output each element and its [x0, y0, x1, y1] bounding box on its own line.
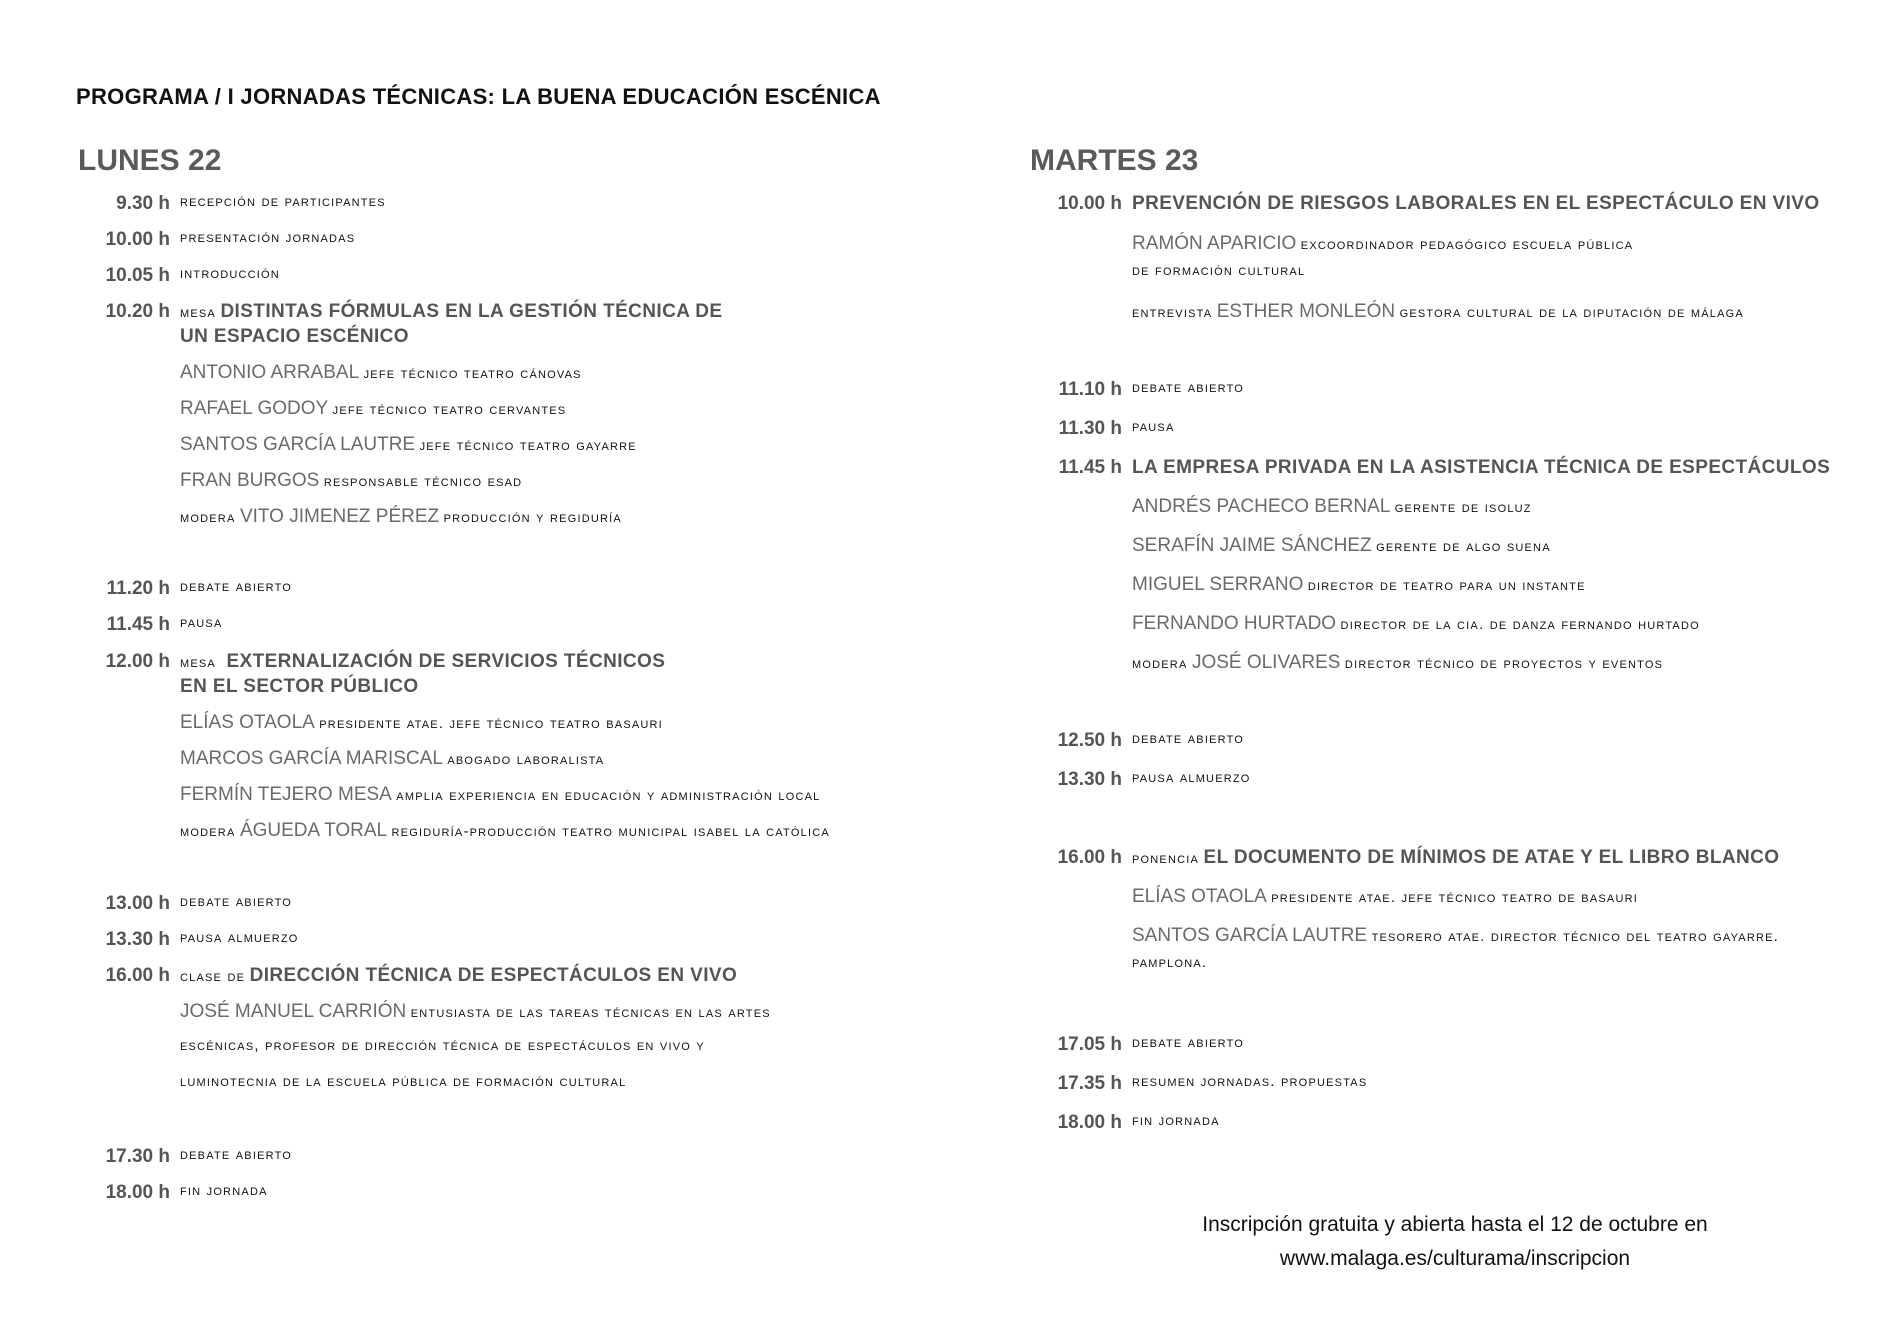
speaker-name: ÁGUEDA TORAL	[239, 820, 388, 841]
speaker-role: director de la cia. de danza fernando hurtado	[1340, 616, 1700, 633]
interviewer-label: entrevista	[1132, 304, 1213, 321]
speaker-name: SANTOS GARCÍA LAUTRE	[180, 434, 416, 455]
time-label: 11.30 h	[1058, 418, 1122, 439]
time-label: 12.50 h	[1057, 730, 1122, 751]
activity-label: introducción	[180, 265, 280, 282]
session-title: PREVENCIÓN DE RIESGOS LABORALES EN EL ESPECTÁCULO EN VIVO	[1132, 193, 1820, 214]
activity-label: debate abierto	[1132, 379, 1245, 396]
speaker-name: FERMÍN TEJERO MESA	[180, 784, 392, 805]
speaker-name: ESTHER MONLEÓN	[1216, 301, 1396, 322]
speaker-name: ELÍAS OTAOLA	[180, 712, 315, 733]
speaker-role: amplia experiencia en educación y administración local	[396, 787, 821, 804]
speaker-name: RAFAEL GODOY	[180, 398, 329, 419]
moderator-label: modera	[1132, 655, 1188, 672]
activity-label: debate abierto	[180, 1146, 293, 1163]
session-title: LA EMPRESA PRIVADA EN LA ASISTENCIA TÉCNICA DE ESPECTÁCULOS	[1132, 457, 1831, 478]
time-label: 10.00 h	[1057, 193, 1122, 214]
session-title-continued: UN ESPACIO ESCÉNICO	[180, 326, 409, 347]
activity-label: resumen jornadas. propuestas	[1132, 1073, 1368, 1090]
speaker-name: MIGUEL SERRANO	[1132, 574, 1304, 595]
registration-text: Inscripción gratuita y abierta hasta el 12 de octubre en	[1202, 1213, 1708, 1236]
activity-label: pausa	[1132, 418, 1175, 435]
speaker-role: entusiasta de las tareas técnicas en las artes	[410, 1004, 771, 1021]
time-label: 11.45 h	[1058, 457, 1122, 478]
speaker-name: VITO JIMENEZ PÉREZ	[239, 506, 440, 527]
session-title: DIRECCIÓN TÉCNICA DE ESPECTÁCULOS EN VIVO	[249, 965, 738, 986]
speaker-role: gestora cultural de la diputación de málaga	[1399, 304, 1744, 321]
session-title: EL DOCUMENTO DE MÍNIMOS DE ATAE Y EL LIBRO BLANCO	[1203, 847, 1780, 868]
speaker-name: FRAN BURGOS	[180, 470, 320, 491]
session-title-continued: EN EL SECTOR PÚBLICO	[180, 676, 419, 697]
session-title: DISTINTAS FÓRMULAS EN LA GESTIÓN TÉCNICA DE	[220, 301, 723, 322]
speaker-name: ANTONIO ARRABAL	[180, 362, 360, 383]
time-label: 16.00 h	[105, 965, 170, 986]
speaker-name: SERAFÍN JAIME SÁNCHEZ	[1132, 535, 1372, 556]
speaker-role: jefe técnico teatro gayarre	[419, 437, 637, 454]
speaker-name: FERNANDO HURTADO	[1132, 613, 1337, 634]
speaker-role: excoordinador pedagógico escuela pública	[1300, 236, 1634, 253]
speaker-role: director de teatro para un instante	[1307, 577, 1586, 594]
speaker-name: JOSÉ MANUEL CARRIÓN	[180, 1001, 407, 1022]
speaker-name: MARCOS GARCÍA MARISCAL	[180, 748, 443, 769]
day-title-martes: MARTES 23	[1030, 144, 1199, 177]
time-label: 11.10 h	[1058, 379, 1122, 400]
speaker-name: JOSÉ OLIVARES	[1191, 652, 1341, 673]
speaker-role-continued: luminotecnia de la escuela pública de formación cultural	[180, 1073, 627, 1090]
moderator-label: modera	[180, 509, 236, 526]
speaker-role: producción y regiduría	[443, 509, 622, 526]
activity-label: fin jornada	[180, 1182, 268, 1199]
speaker-role-continued: escénicas, profesor de dirección técnica de espectáculos en vivo y	[180, 1037, 705, 1054]
moderator-label: modera	[180, 823, 236, 840]
page-title: PROGRAMA / I JORNADAS TÉCNICAS: LA BUENA EDUCACIÓN ESCÉNICA	[76, 84, 881, 109]
time-label: 17.05 h	[1057, 1034, 1122, 1055]
time-label: 17.30 h	[105, 1146, 170, 1167]
activity-label: fin jornada	[1132, 1112, 1220, 1129]
speaker-name: SANTOS GARCÍA LAUTRE	[1132, 925, 1368, 946]
activity-label: pausa	[180, 614, 223, 631]
activity-label: presentación jornadas	[180, 229, 356, 246]
day-title-lunes: LUNES 22	[78, 144, 222, 177]
time-label: 13.30 h	[105, 929, 170, 950]
activity-label: recepción de participantes	[180, 193, 386, 210]
activity-label: mesa	[180, 654, 216, 671]
activity-label: debate abierto	[1132, 730, 1245, 747]
speaker-role: presidente atae. jefe técnico teatro de basauri	[1271, 889, 1638, 906]
speaker-role-continued: de formación cultural	[1132, 262, 1306, 279]
speaker-name: RAMÓN APARICIO	[1132, 233, 1297, 254]
speaker-role-continued: pamplona.	[1132, 954, 1208, 971]
activity-label: pausa almuerzo	[180, 929, 299, 946]
activity-label: debate abierto	[180, 893, 293, 910]
time-label: 10.20 h	[105, 301, 170, 322]
time-label: 10.05 h	[105, 265, 170, 286]
registration-link[interactable]: www.malaga.es/culturama/inscripcion	[1279, 1247, 1631, 1270]
activity-label: mesa	[180, 304, 216, 321]
time-label: 9.30 h	[116, 193, 170, 214]
activity-label: ponencia	[1132, 850, 1200, 867]
time-label: 12.00 h	[105, 651, 170, 672]
activity-label: clase de	[180, 968, 246, 985]
activity-label: debate abierto	[180, 578, 293, 595]
speaker-role: presidente atae. jefe técnico teatro basauri	[319, 715, 663, 732]
speaker-role: abogado laboralista	[447, 751, 605, 768]
time-label: 11.20 h	[106, 578, 170, 599]
time-label: 13.00 h	[105, 893, 170, 914]
time-label: 13.30 h	[1057, 769, 1122, 790]
speaker-role: tesorero atae. director técnico del teatro gayarre.	[1371, 928, 1780, 945]
speaker-role: jefe técnico teatro cánovas	[363, 365, 582, 382]
activity-label: pausa almuerzo	[1132, 769, 1251, 786]
time-label: 17.35 h	[1057, 1073, 1122, 1094]
time-label: 11.45 h	[106, 614, 170, 635]
speaker-role: director técnico de proyectos y eventos	[1344, 655, 1664, 672]
time-label: 18.00 h	[1057, 1112, 1122, 1133]
speaker-name: ANDRÉS PACHECO BERNAL	[1132, 496, 1391, 517]
session-title: EXTERNALIZACIÓN DE SERVICIOS TÉCNICOS	[226, 651, 666, 672]
time-label: 10.00 h	[105, 229, 170, 250]
speaker-name: ELÍAS OTAOLA	[1132, 886, 1267, 907]
speaker-role: gerente de algo suena	[1376, 538, 1551, 555]
activity-label: debate abierto	[1132, 1034, 1245, 1051]
time-label: 18.00 h	[105, 1182, 170, 1203]
time-label: 16.00 h	[1057, 847, 1122, 868]
registration-note	[1030, 1208, 1880, 1276]
speaker-role: jefe técnico teatro cervantes	[332, 401, 567, 418]
speaker-role: responsable técnico esad	[323, 473, 523, 490]
speaker-role: regiduría-producción teatro municipal isabel la católica	[391, 823, 830, 840]
speaker-role: gerente de isoluz	[1394, 499, 1532, 516]
